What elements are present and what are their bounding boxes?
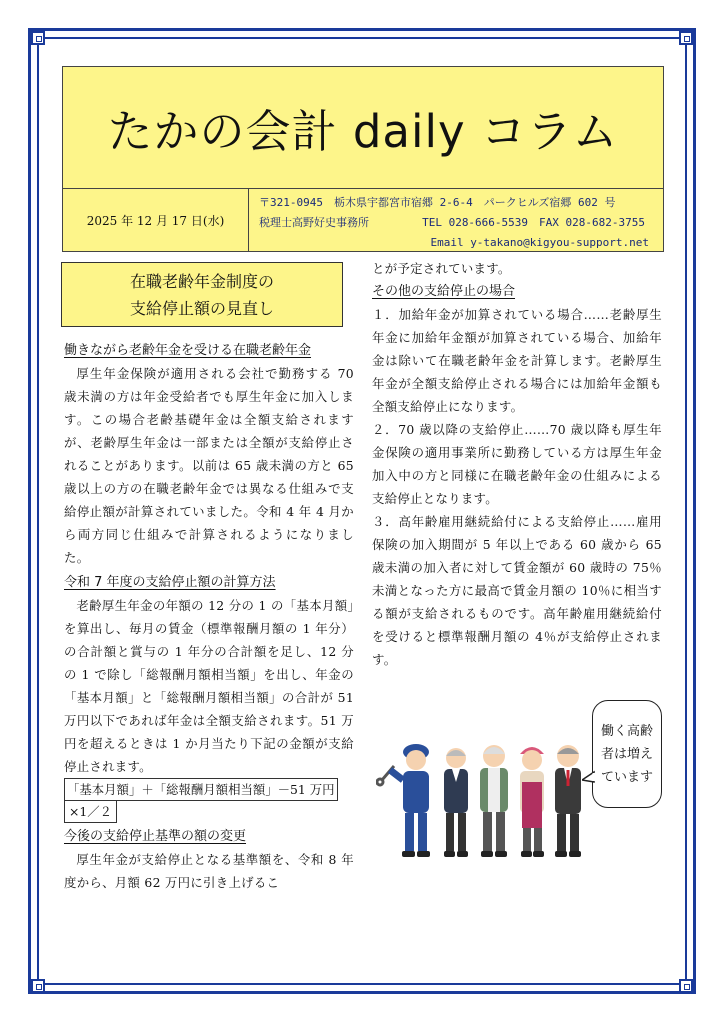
office-address: 〒321-0945 栃木県宇都宮市宿郷 2-6-4 パークヒルズ宿郷 602 号 (259, 196, 616, 209)
section-heading: 令和 7 年度の支給停止額の計算方法 (64, 575, 276, 590)
section-body: 厚生年金保険が適用される会社で勤務する 70 歳未満の方は年金受給者でも厚生年金に加入します。この場合老齢基礎年金は全額支給されますが、老齢厚生年金は一部または全額が支給停止されることがあります。以前は 65 歳未満の方と 65 歳以上の方の在職老齢年金では異なる仕組みで支給停止額が計算されていました。令和 4 年 4 月から両方同じ仕組みで計算されるようになりました。 (64, 366, 354, 565)
office-row (259, 213, 659, 233)
corner-ornament (679, 31, 693, 45)
speech-bubble-tail (582, 770, 596, 784)
speech-bubble (592, 700, 662, 808)
section-body: 厚生年金が支給停止となる基準額を、令和 8 年度から、月額 62 万円に引き上げるこ (64, 852, 354, 890)
feature-title-box (61, 262, 343, 327)
list-item: １．加給年金が加算されている場合……老齢厚生年金に加給年金額が加算されている場合、加給年金は除いて在職老齢年金を計算します。老齢厚生年金が全額支給停止される場合には加給年金額も全額支給停止になります。 (372, 307, 662, 414)
left-column (64, 262, 354, 894)
section-heading: 働きながら老齢年金を受ける在職老齢年金 (64, 343, 312, 358)
section-heading: 今後の支給停止基準の額の変更 (64, 829, 247, 844)
office-email: Email y-takano@kigyou-support.net (430, 236, 649, 249)
info-bar (62, 188, 664, 252)
feature-title-line2: 支給停止額の見直し (129, 298, 274, 318)
section-heading: その他の支給停止の場合 (372, 284, 516, 299)
section-body: 老齢厚生年金の年額の 12 分の 1 の「基本月額」を算出し、毎月の賃金（標準報酬月額の 1 年分）の合計額と賞与の 1 年分の合計額を足し、12 分の 1 で除し「総報酬月額相当額」を出し、年金の「基本月額」と「総報酬月額相当額」の合計が 51 万円以下であれば年金は全額支給されます。51 万円を超えるときは 1 か月当たり下記の金額が支給停止されます。 (64, 598, 354, 774)
office-name: 税理士高野好史事務所 (259, 216, 369, 229)
speech-bubble-text: 働く高齢者は増えています (600, 723, 653, 785)
office-phone: TEL 028-666-5539 FAX 028-682-3755 (422, 216, 645, 229)
corner-ornament (679, 979, 693, 993)
issue-date: 2025 年 12 月 17 日(水) (63, 189, 249, 251)
formula-line2: ×1／２ (64, 801, 117, 823)
formula-line1: 「基本月額」＋「総報酬月額相当額」－51 万円 (64, 778, 338, 801)
contact-block (259, 193, 659, 253)
formula-box (64, 778, 354, 823)
elderly-workers-icon (376, 730, 586, 862)
section-continuation: とが予定されています。 (372, 261, 511, 276)
masthead (62, 66, 664, 188)
corner-ornament (31, 31, 45, 45)
right-column (372, 257, 662, 671)
list-item: ２．70 歳以降の支給停止……70 歳以降も厚生年金保険の適用事業所に勤務している方は厚生年金加入中の方と同様に在職老齢年金の仕組みによる支給停止となります。 (372, 422, 662, 506)
list-item: ３．高年齢雇用継続給付による支給停止……雇用保険の加入期間が 5 年以上である 60 歳から 65 歳未満の加入者に対して賃金額が 60 歳時の 75％未満となった方に最高で賃金月額の 10％に相当する額が支給されるものです。高年齢雇用継続給付を受けると標準報酬月額の 4％が支給停止されます。 (372, 514, 662, 667)
corner-ornament (31, 979, 45, 993)
feature-title-line1: 在職老齢年金制度の (129, 271, 274, 291)
masthead-title: たかの会計 daily コラム (107, 105, 619, 158)
